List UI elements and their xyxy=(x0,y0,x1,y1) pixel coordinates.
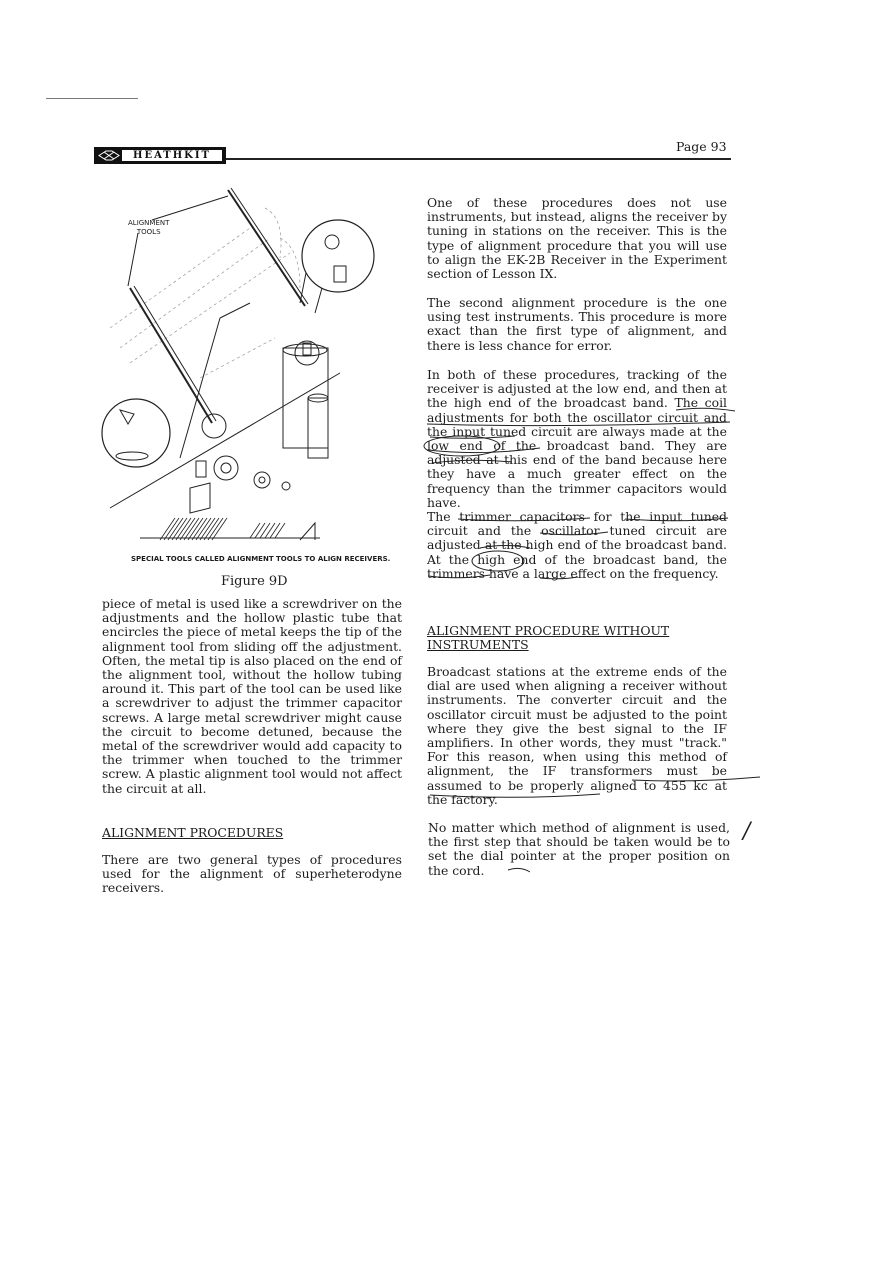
right-paragraph-6: No matter which method of alignment is used, the first step that should be taken would be to set the dial pointer at the proper position on the cord. xyxy=(428,820,730,878)
left-intro-paragraph: There are two general types of procedures used for the alignment of superheterodyne receivers. xyxy=(102,852,402,896)
heathkit-wordmark: HEATHKIT xyxy=(122,150,222,161)
page-number: Page 93 xyxy=(676,139,727,154)
right-paragraph-4: The trimmer capacitors for the input tuned circuit and the oscillator tuned circuit are adjusted at the high end of the broadcast band. At the high end of the broadcast band, the trimmers have a large effect on the frequency. xyxy=(427,509,727,581)
section-heading-without-instruments: ALIGNMENT PROCEDURE WITHOUT INSTRUMENTS xyxy=(427,623,670,653)
heathkit-logo xyxy=(94,147,226,164)
figure-caption: SPECIAL TOOLS CALLED ALIGNMENT TOOLS TO ALIGN RECEIVERS. xyxy=(131,555,391,563)
right-paragraph-3: In both of these procedures, tracking of the receiver is adjusted at the low end, and then at the high end of the broadcast band. The coil adjustments for both the oscillator circuit and the input tuned circuit are always made at the low end of the broadcast band. They are adjusted at this end of the band because here they have a much greater effect on the frequency than the trimmer capacitors would have. xyxy=(427,367,727,510)
left-continuation-paragraph: piece of metal is used like a screwdriver on the adjustments and the hollow plastic tube that encircles the piece of metal keeps the tip of the alignment tool from sliding off the adjustment. Often, the metal tip is also placed on the end of the alignment tool, without the hollow tubing around it. This part of the tool can be used like a screwdriver to adjust the trimmer capacitor screws. A large metal screwdriver might cause the circuit to become detuned, because the metal of the screwdriver would add capacity to the trimmer when touched to the trimmer screw. A plastic alignment tool would not affect the circuit at all. xyxy=(102,596,402,796)
right-paragraph-2: The second alignment procedure is the one using test instruments. This procedure is more exact than the first type of alignment, and there is less chance for error. xyxy=(427,295,727,353)
callout-line-2: TOOLS xyxy=(136,228,161,236)
figure-callout xyxy=(128,219,169,237)
handwritten-margin-mark: / xyxy=(743,819,751,844)
header-rule xyxy=(226,158,731,160)
heathkit-emblem-icon xyxy=(96,149,122,162)
section-heading-alignment-procedures: ALIGNMENT PROCEDURES xyxy=(102,825,284,840)
top-scan-line xyxy=(46,98,138,99)
right-paragraph-5: Broadcast stations at the extreme ends of the dial are used when aligning a receiver without instruments. The converter circuit and the oscillator circuit must be adjusted to the point where they give the best signal to the IF amplifiers. In other words, they must "track." For this reason, when using this method of alignment, the IF transformers must be assumed to be properly aligned to 455 kc at the factory. xyxy=(427,664,727,807)
figure-label: Figure 9D xyxy=(221,574,288,589)
right-paragraph-1: One of these procedures does not use instruments, but instead, aligns the receiver by tuning in stations on the receiver. This is the type of alignment procedure that you will use to align the EK-2B Receiver in the Experiment section of Lesson IX. xyxy=(427,195,727,282)
callout-line-1: ALIGNMENT xyxy=(128,219,170,227)
